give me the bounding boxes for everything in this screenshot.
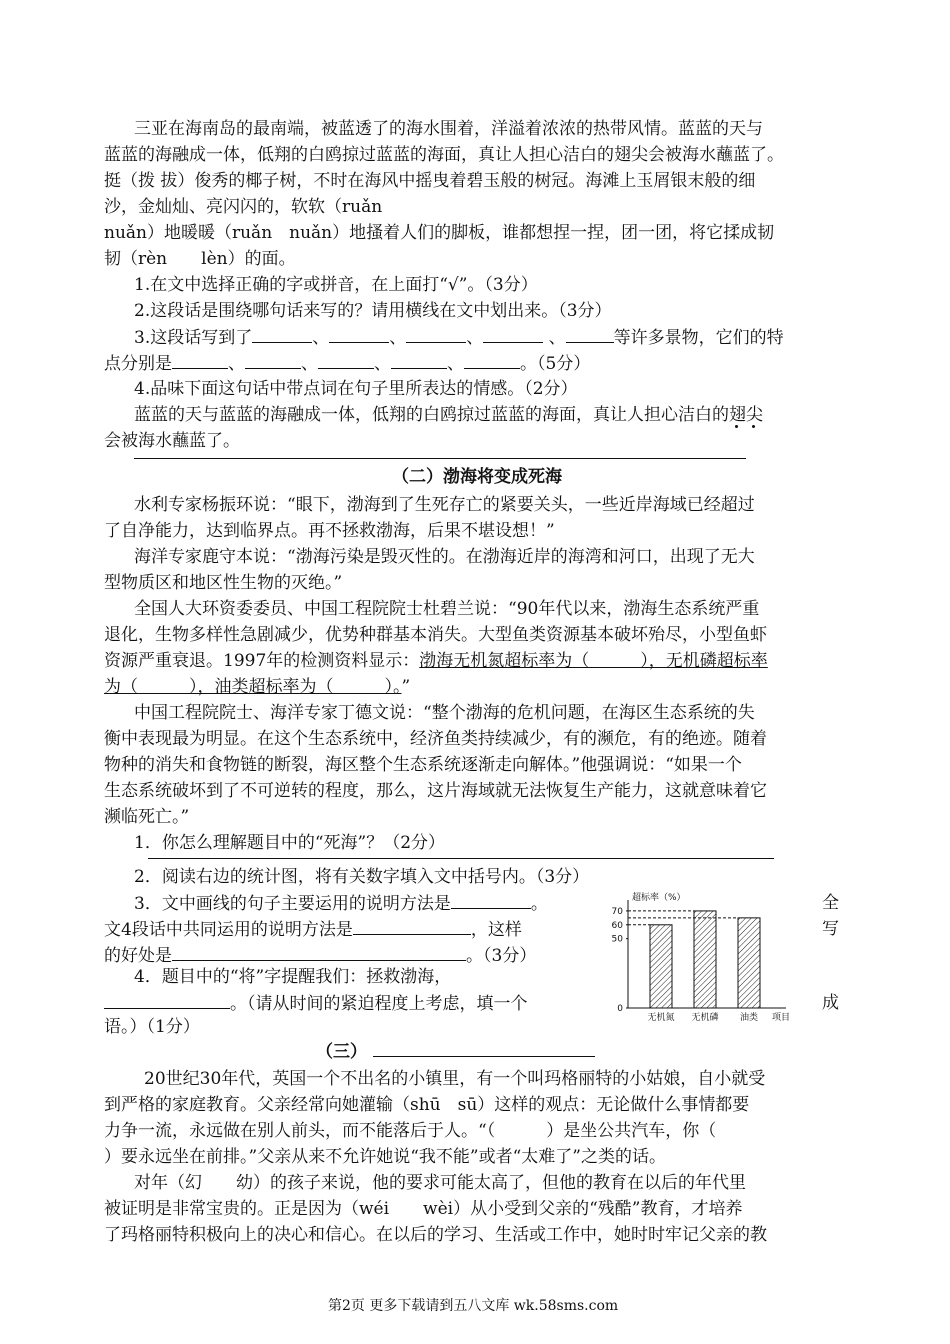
question-3-cont — [104, 918, 522, 941]
question-3-text: 文4段话中共同运用的说明方法是 — [104, 920, 353, 940]
bar-chart — [598, 890, 820, 1028]
question-3-text: 。（5分） — [520, 354, 591, 374]
answer-blank[interactable] — [172, 944, 466, 961]
answer-blank[interactable] — [172, 352, 228, 369]
para-line: ）要永远坐在前排。”父亲从来不允许她说“我不能”或者“太难了”之类的话。 — [104, 1147, 666, 1167]
para-line: 沙，金灿灿、亮闪闪的，软软（ruǎn — [104, 197, 383, 217]
bar — [738, 918, 760, 1008]
side-char: 全 — [822, 893, 839, 913]
side-char: 写 — [822, 919, 839, 939]
para-line: 了玛格丽特积极向上的决心和信心。在以后的学习、生活或工作中，她时时牢记父亲的教 — [104, 1225, 767, 1245]
question-3-text: 点分别是 — [104, 354, 172, 374]
para-line: 水利专家杨振环说：“眼下，渤海到了生死存亡的紧要关头，一些近岸海域已经超过 — [134, 495, 755, 515]
answer-blank[interactable] — [566, 326, 614, 343]
para-line: 生态系统破坏到了不可逆转的程度，那么，这片海域就无法恢复生产能力，这就意味着它 — [104, 781, 767, 801]
section-title: （二）渤海将变成死海 — [392, 467, 562, 487]
x-tick-label: 无机氮 — [647, 1013, 675, 1023]
para-line: 中国工程院院士、海洋专家丁德文说：“整个渤海的危机问题，在海区生态系统的失 — [134, 703, 755, 723]
y-tick-label: 50 — [611, 934, 623, 945]
para-line: 对年（幻 幼）的孩子来说，他的要求可能太高了，但他的教育在以后的年代里 — [134, 1173, 746, 1193]
bar — [694, 911, 716, 1008]
x-tick-label: 无机磷 — [691, 1013, 719, 1023]
question-3-cont: 点分别是 、 、 、 、 。（5分） — [104, 354, 591, 374]
answer-line[interactable] — [148, 858, 774, 859]
para-line: 蓝蓝的海融成一体，低翔的白鸥掠过蓝蓝的海面，真让人担心洁白的翅尖会被海水蘸蓝了。 — [104, 145, 784, 165]
page-footer: 第2页 更多下载请到五八文库 wk.58sms.com — [328, 1298, 619, 1314]
para-line: 被证明是非常宝贵的。正是因为（wéi wèi）从小受到父亲的“残酷”教育，才培养 — [104, 1199, 743, 1219]
question-3-text: 。（3分） — [466, 946, 537, 966]
section-title — [316, 1040, 595, 1063]
question-1: 1．你怎么理解题目中的“死海”？（2分） — [134, 833, 446, 853]
bar — [650, 925, 672, 1008]
question-4-cont — [104, 992, 528, 1015]
question-3-text: 3．文中画线的句子主要运用的说明方法是 — [134, 894, 451, 914]
answer-blank[interactable] — [451, 892, 531, 909]
underlined-sentence: 为（ ），油类超标率为（ ）。 — [104, 677, 402, 697]
question-3-text: 的好处是 — [104, 946, 172, 966]
question-4-text: 。（请从时间的紧迫程度上考虑，填一个 — [230, 994, 528, 1014]
para-line: 濒临死亡。” — [104, 807, 190, 827]
question-4-cont: 语。）（1分） — [104, 1017, 200, 1037]
question-3-text: 。 — [530, 894, 548, 914]
question-2: 2.这段话是围绕哪句话来写的？请用横线在文中划出来。（3分） — [134, 301, 612, 321]
question-4: 4.品味下面这句话中带点词在句子里所表达的情感。（2分） — [134, 379, 578, 399]
question-1: 1.在文中选择正确的字或拼音，在上面打“√”。（3分） — [134, 275, 538, 295]
question-3-text: 等许多景物，它们的特 — [613, 328, 784, 348]
question-3-cont — [104, 944, 536, 967]
answer-blank[interactable] — [252, 326, 312, 343]
para-line: 挺（拨 拔）俊秀的椰子树，不时在海风中摇曳着碧玉般的树冠。海滩上玉屑银末般的细 — [104, 171, 756, 191]
side-char: 成 — [822, 993, 839, 1013]
x-axis-label: 项目 — [772, 1013, 791, 1023]
para-line: 了自净能力，达到临界点。再不拯救渤海，后果不堪设想！” — [104, 521, 555, 541]
emphasis-dot — [735, 425, 738, 428]
question-3: 3.这段话写到了 、 、 、 、 等许多景物，它们的特 — [134, 328, 784, 348]
quote-line: 蓝蓝的天与蓝蓝的海融成一体，低翔的白鸥掠过蓝蓝的海面，真让人担心洁白的翅尖 — [134, 405, 763, 425]
answer-blank[interactable] — [245, 352, 301, 369]
title-blank[interactable] — [373, 1040, 595, 1057]
para-line: 20世纪30年代，英国一个不出名的小镇里，有一个叫玛格丽特的小姑娘，自小就受 — [144, 1069, 766, 1089]
emphasis-dot — [752, 425, 755, 428]
answer-blank[interactable] — [329, 326, 389, 343]
chart-title: 超标率（%） — [632, 893, 686, 903]
answer-blank[interactable] — [464, 352, 520, 369]
answer-line — [134, 458, 746, 459]
para-line: 到严格的家庭教育。父亲经常向她灌输（shū sū）这样的观点：无论做什么事情都要 — [104, 1095, 750, 1115]
para-line: 三亚在海南岛的最南端，被蓝透了的海水围着，洋溢着浓浓的热带风情。蓝蓝的天与 — [134, 119, 763, 139]
para-line: 衡中表现最为明显。在这个生态系统中，经济鱼类持续减少，有的濒危，有的绝迹。随着 — [104, 729, 767, 749]
para-line — [104, 650, 768, 672]
underlined-sentence: 渤海无机氮超标率为（ ），无机磷超标率 — [419, 651, 768, 671]
answer-blank[interactable] — [406, 326, 466, 343]
para-line — [104, 676, 410, 698]
x-tick-label: 油类 — [739, 1013, 759, 1023]
para-line: 物种的消失和食物链的断裂，海区整个生态系统逐渐走向解体。”他强调说：“如果一个 — [104, 755, 742, 775]
section-title-text: （三） — [316, 1042, 367, 1062]
para-line: 韧（rèn lèn）的面。 — [104, 249, 296, 269]
para-line: 力争一流，永远做在别人前头，而不能落后于人。“（ ）是坐公共汽车，你（ — [104, 1121, 717, 1141]
answer-blank[interactable] — [318, 352, 374, 369]
para-line: 退化，生物多样性急剧减少，优势种群基本消失。大型鱼类资源基本破坏殆尽，小型鱼虾 — [104, 625, 767, 645]
para-text: 资源严重衰退。1997年的检测资料显示： — [104, 651, 420, 671]
question-4: 4．题目中的“将”字提醒我们：拯救渤海， — [134, 967, 452, 987]
question-3-text: ，这样 — [470, 920, 522, 940]
answer-blank[interactable] — [483, 326, 543, 343]
para-line: nuǎn）地暖暖（ruǎn nuǎn）地搔着人们的脚板，谁都想捏一捏，团一团，将它揉成韧 — [104, 223, 775, 243]
y-tick-label: 70 — [611, 906, 623, 917]
question-3-text: 3.这段话写到了 — [134, 328, 253, 348]
answer-blank[interactable] — [104, 992, 230, 1009]
para-text: ” — [401, 677, 411, 697]
y-tick-label: 0 — [617, 1004, 623, 1014]
para-line: 型物质区和地区性生物的灭绝。” — [104, 573, 343, 593]
quote-line: 会被海水蘸蓝了。 — [104, 431, 240, 451]
para-line: 全国人大环资委委员、中国工程院院士杜碧兰说：“90年代以来，渤海生态系统严重 — [134, 599, 760, 619]
y-tick-label: 60 — [611, 920, 623, 931]
answer-blank[interactable] — [391, 352, 447, 369]
question-2: 2．阅读右边的统计图，将有关数字填入文中括号内。（3分） — [134, 867, 590, 887]
question-3 — [134, 892, 548, 915]
answer-blank[interactable] — [353, 918, 471, 935]
para-line: 海洋专家鹿守本说：“渤海污染是毁灭性的。在渤海近岸的海湾和河口，出现了无大 — [134, 547, 755, 567]
